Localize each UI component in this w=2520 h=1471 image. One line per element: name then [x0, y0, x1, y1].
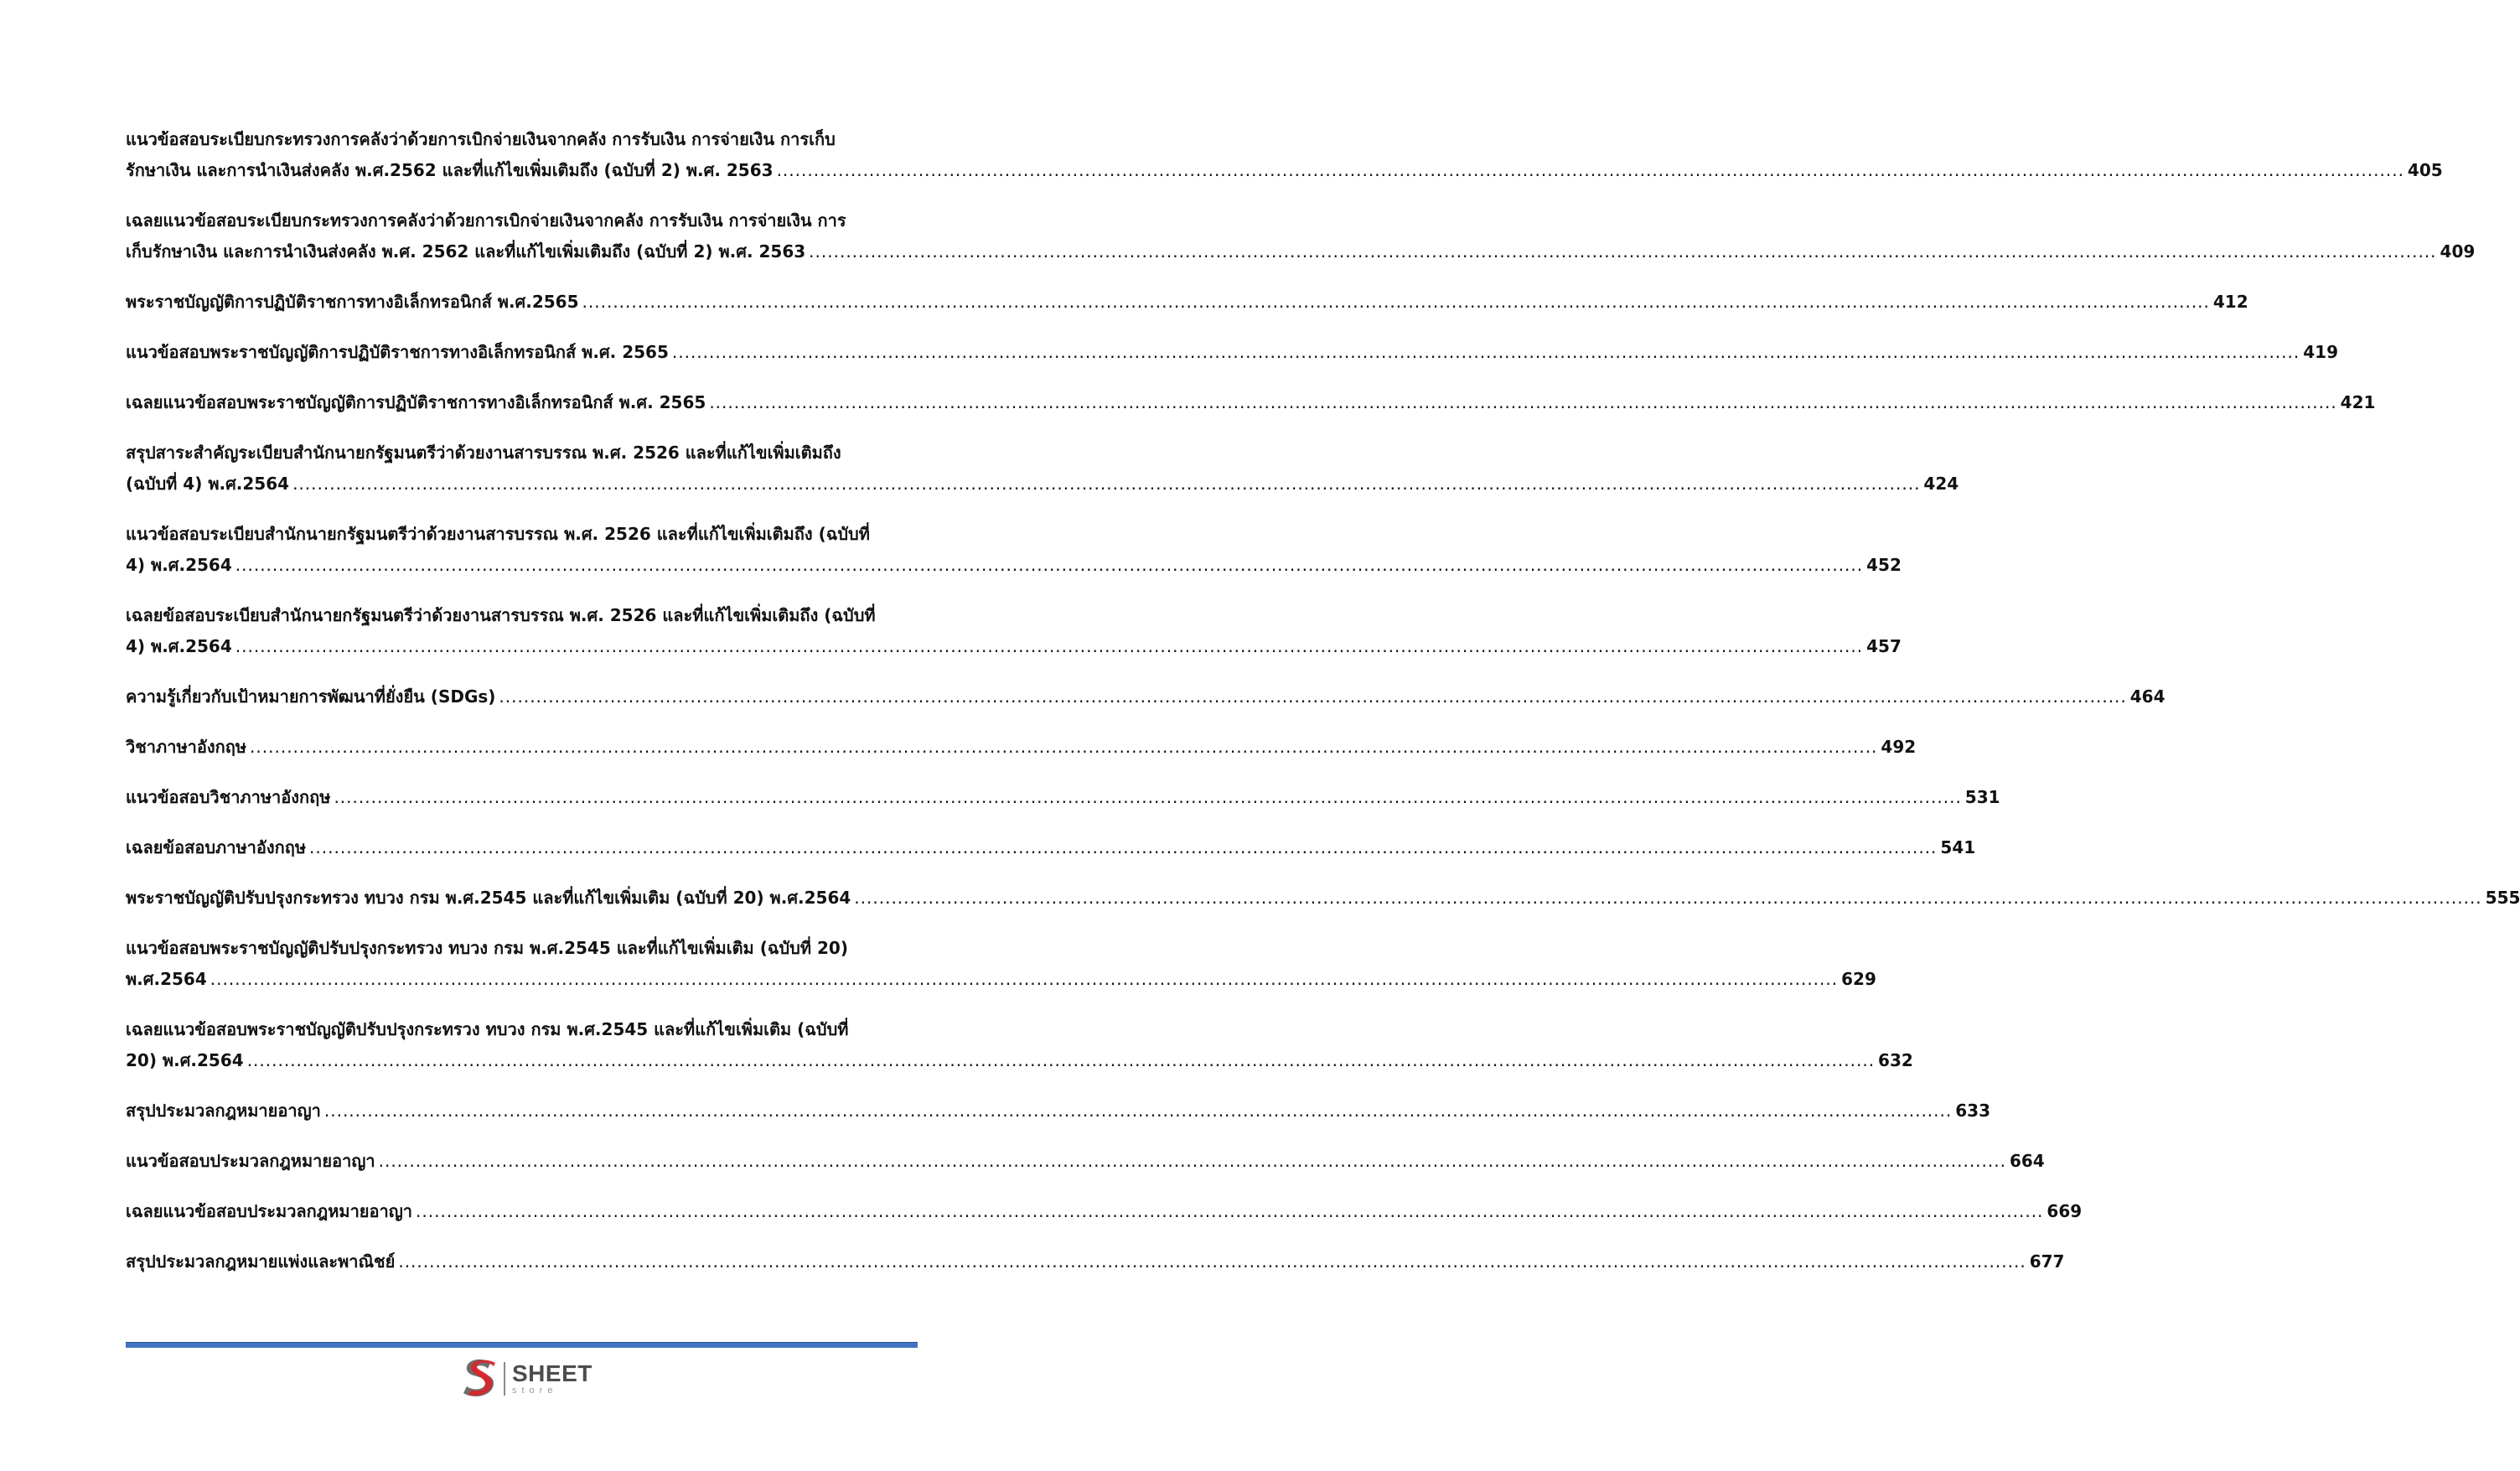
toc-page-number: 632: [1878, 1050, 1913, 1070]
toc-leader-dots: [854, 883, 2481, 914]
toc-entry-title: เฉลยข้อสอบภาษาอังกฤษ: [126, 837, 307, 857]
toc-entry-title: 4) พ.ศ.2564: [126, 555, 232, 575]
toc-entry-title: สรุปประมวลกฎหมายอาญา: [126, 1101, 321, 1121]
toc-entry-title: พระราชบัญญัติปรับปรุงกระทรวง ทบวง กรม พ.ศ.2545 และที่แก้ไขเพิ่มเติม (ฉบับที่ 20) พ.ศ.2564: [126, 888, 851, 908]
toc-entry-title: พระราชบัญญัติการปฏิบัติราชการทางอิเล็กทรอนิกส์ พ.ศ.2565: [126, 292, 579, 312]
toc-leader-dots: [247, 1045, 1875, 1076]
toc-entry-line: [126, 155, 2443, 186]
toc-leader-dots: [809, 236, 2436, 267]
toc-entry-title: 20) พ.ศ.2564: [126, 1050, 244, 1070]
toc-entry[interactable]: [126, 832, 1976, 863]
toc-leader-dots: [709, 387, 2336, 418]
toc-leader-dots: [292, 469, 1920, 500]
toc-entry-line: [126, 732, 1917, 763]
toc-entry-title-line: แนวข้อสอบระเบียบกระทรวงการคลังว่าด้วยการเบิกจ่ายเงินจากคลัง การรับเงิน การจ่ายเงิน การเก็บ: [126, 129, 836, 149]
toc-entry[interactable]: [126, 1246, 2065, 1277]
toc-entry[interactable]: [126, 205, 2476, 267]
toc-entry[interactable]: [126, 287, 2248, 318]
toc-entry[interactable]: [126, 387, 2376, 418]
toc-leader-dots: [250, 732, 1877, 763]
toc-entry[interactable]: [126, 337, 2338, 368]
toc-entry-line: [126, 964, 1876, 995]
toc-entry[interactable]: [126, 782, 2000, 813]
toc-leader-dots: [416, 1196, 2043, 1227]
table-of-contents: [126, 124, 2520, 1297]
toc-entry[interactable]: [126, 438, 1959, 500]
toc-entry[interactable]: [126, 732, 1917, 763]
toc-page-number: 424: [1923, 474, 1959, 494]
toc-page-number: 419: [2303, 342, 2338, 362]
toc-entry-title: เฉลยแนวข้อสอบพระราชบัญญัติการปฏิบัติราชการทางอิเล็กทรอนิกส์ พ.ศ. 2565: [126, 392, 706, 412]
toc-page-number: 409: [2440, 241, 2476, 262]
toc-entry-title: เก็บรักษาเงิน และการนำเงินส่งคลัง พ.ศ. 2562 และที่แก้ไขเพิ่มเติมถึง (ฉบับที่ 2) พ.ศ. 2563: [126, 241, 806, 262]
toc-page-number: 633: [1955, 1101, 1990, 1121]
toc-page-number: 412: [2212, 292, 2248, 312]
toc-entry-line: [126, 1196, 2083, 1227]
logo-separator: [504, 1362, 505, 1396]
toc-entry-title: (ฉบับที่ 4) พ.ศ.2564: [126, 474, 290, 494]
toc-page-number: 664: [2009, 1151, 2045, 1171]
footer-rule: [126, 1342, 918, 1348]
toc-entry[interactable]: [126, 1014, 1913, 1076]
toc-entry[interactable]: [126, 600, 1902, 662]
toc-entry[interactable]: [126, 883, 2520, 914]
toc-page-number: 457: [1866, 636, 1902, 656]
toc-page-number: 629: [1841, 969, 1876, 989]
toc-entry-line: [126, 782, 2000, 813]
toc-page-number: 452: [1866, 555, 1902, 575]
toc-entry-title: สรุปประมวลกฎหมายแพ่งและพาณิชย์: [126, 1251, 396, 1272]
toc-leader-dots: [499, 681, 2126, 712]
toc-entry[interactable]: [126, 681, 2166, 712]
toc-entry-line: [126, 287, 2248, 318]
toc-leader-dots: [334, 782, 1961, 813]
toc-entry[interactable]: [126, 1095, 1990, 1127]
sheet-store-logo-icon: [460, 1358, 499, 1400]
toc-entry-line: [126, 832, 1976, 863]
toc-page-number: 405: [2407, 160, 2443, 180]
toc-entry-title-line: เฉลยแนวข้อสอบระเบียบกระทรวงการคลังว่าด้วยการเบิกจ่ายเงินจากคลัง การรับเงิน การจ่ายเงิน การ: [126, 210, 846, 230]
toc-page-number: 541: [1940, 837, 1976, 857]
toc-page-number: 421: [2340, 392, 2376, 412]
toc-entry-title-line: เฉลยข้อสอบระเบียบสำนักนายกรัฐมนตรีว่าด้วยงานสารบรรณ พ.ศ. 2526 และที่แก้ไขเพิ่มเติมถึง (ฉบับที่: [126, 605, 876, 625]
toc-entry-line: [126, 236, 2476, 267]
toc-entry-title-line: แนวข้อสอบระเบียบสำนักนายกรัฐมนตรีว่าด้วยงานสารบรรณ พ.ศ. 2526 และที่แก้ไขเพิ่มเติมถึง (ฉบับที่: [126, 524, 870, 544]
toc-entry-line: [126, 681, 2166, 712]
toc-entry-line: [126, 337, 2338, 368]
toc-entry-title-line: เฉลยแนวข้อสอบพระราชบัญญัติปรับปรุงกระทรวง ทบวง กรม พ.ศ.2545 และที่แก้ไขเพิ่มเติม (ฉบับที่: [126, 1019, 849, 1039]
sheet-store-logo: [460, 1357, 592, 1401]
toc-entry-line: [126, 1045, 1913, 1076]
toc-entry[interactable]: [126, 933, 1876, 995]
toc-entry-title: พ.ศ.2564: [126, 969, 207, 989]
toc-leader-dots: [235, 550, 1863, 581]
toc-leader-dots: [672, 337, 2300, 368]
toc-leader-dots: [210, 964, 1838, 995]
toc-leader-dots: [309, 832, 1937, 863]
toc-page-number: 555: [2485, 888, 2520, 908]
toc-entry-title-line: สรุปสาระสำคัญระเบียบสำนักนายกรัฐมนตรีว่าด้วยงานสารบรรณ พ.ศ. 2526 และที่แก้ไขเพิ่มเติมถึง: [126, 443, 841, 463]
toc-page-number: 669: [2047, 1201, 2083, 1221]
toc-page-number: 492: [1881, 737, 1917, 757]
toc-entry-title: เฉลยแนวข้อสอบประมวลกฎหมายอาญา: [126, 1201, 413, 1221]
toc-entry-line: [126, 631, 1902, 662]
toc-entry-line: [126, 1246, 2065, 1277]
logo-name: SHEET: [512, 1360, 592, 1386]
toc-entry-line: [126, 469, 1959, 500]
toc-entry[interactable]: [126, 124, 2443, 186]
toc-entry-line: [126, 883, 2520, 914]
toc-entry-line: [126, 1095, 1990, 1127]
logo-text: [512, 1362, 592, 1396]
toc-entry[interactable]: [126, 519, 1902, 581]
toc-leader-dots: [398, 1246, 2026, 1277]
logo-subtitle: store: [512, 1386, 558, 1396]
toc-entry-title: แนวข้อสอบประมวลกฎหมายอาญา: [126, 1151, 375, 1171]
toc-leader-dots: [379, 1146, 2006, 1177]
toc-page-number: 677: [2029, 1251, 2065, 1272]
toc-leader-dots: [324, 1095, 1952, 1127]
toc-entry-title: 4) พ.ศ.2564: [126, 636, 232, 656]
toc-entry-title: แนวข้อสอบวิชาภาษาอังกฤษ: [126, 787, 331, 807]
toc-entry[interactable]: [126, 1146, 2045, 1177]
toc-entry-title-line: แนวข้อสอบพระราชบัญญัติปรับปรุงกระทรวง ทบวง กรม พ.ศ.2545 และที่แก้ไขเพิ่มเติม (ฉบับที่ 20): [126, 938, 848, 958]
toc-leader-dots: [777, 155, 2404, 186]
toc-entry-line: [126, 387, 2376, 418]
toc-entry-title: แนวข้อสอบพระราชบัญญัติการปฏิบัติราชการทางอิเล็กทรอนิกส์ พ.ศ. 2565: [126, 342, 669, 362]
toc-entry[interactable]: [126, 1196, 2083, 1227]
toc-entry-line: [126, 550, 1902, 581]
toc-page-number: 531: [1964, 787, 2000, 807]
toc-leader-dots: [235, 631, 1863, 662]
toc-entry-title: รักษาเงิน และการนำเงินส่งคลัง พ.ศ.2562 และที่แก้ไขเพิ่มเติมถึง (ฉบับที่ 2) พ.ศ. 2563: [126, 160, 774, 180]
toc-entry-line: [126, 1146, 2045, 1177]
toc-entry-title: วิชาภาษาอังกฤษ: [126, 737, 247, 757]
toc-leader-dots: [582, 287, 2210, 318]
toc-entry-title: ความรู้เกี่ยวกับเป้าหมายการพัฒนาที่ยั่งยืน (SDGs): [126, 686, 496, 707]
toc-page-number: 464: [2129, 686, 2166, 707]
